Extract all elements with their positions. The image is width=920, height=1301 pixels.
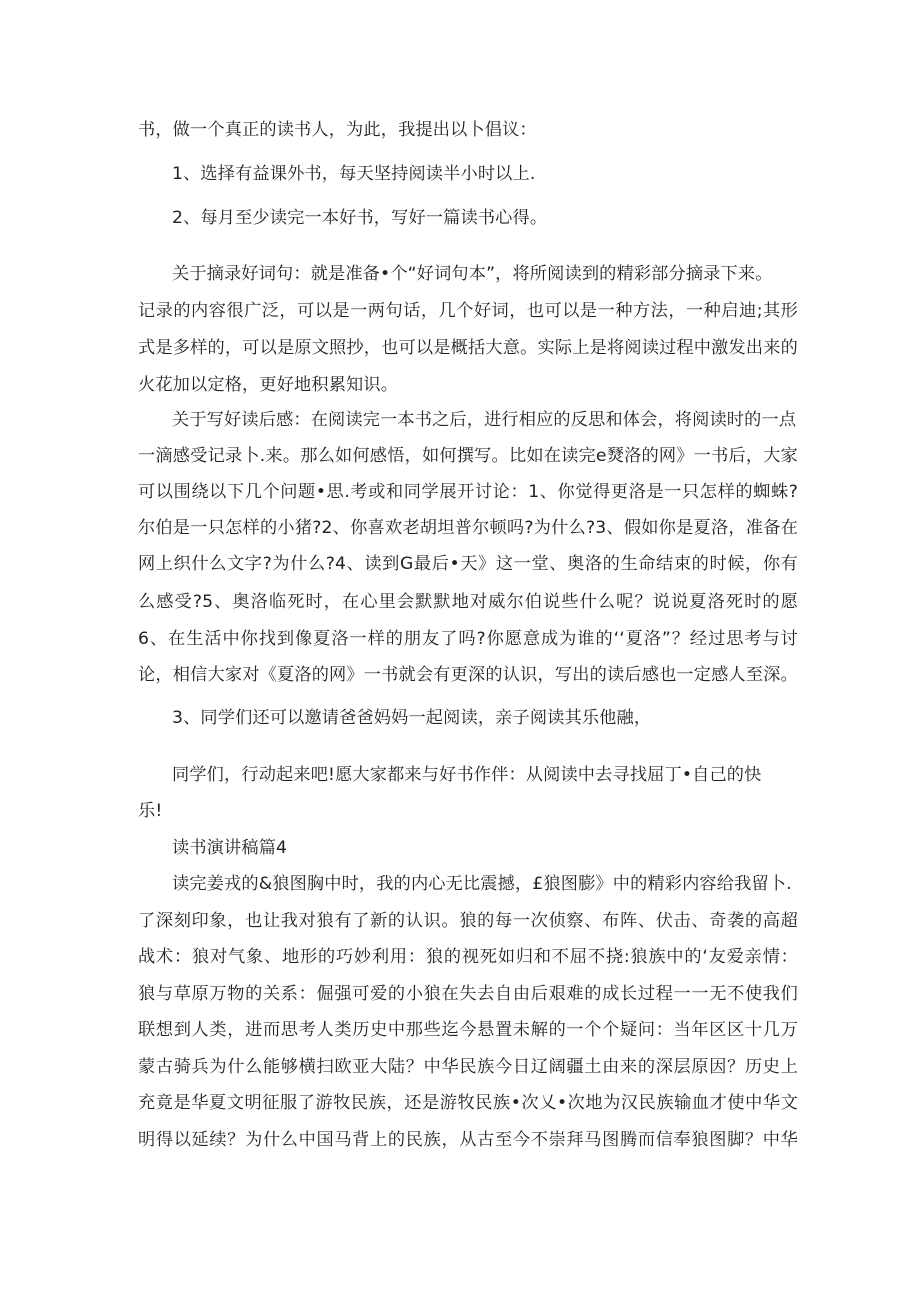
- proposal-item-3: 3、同学们还可以邀请爸爸妈妈一起阅读，亲子阅读其乐他融，: [172, 708, 652, 728]
- text-line-wolf-1: 读完姜戎的&狼图胸中时，我的内心无比震撼，£狼图膨》中的精彩内容给我留卜.: [172, 874, 792, 894]
- proposal-item-1: 1、选择有益课外书，每天坚持阅读半小时以上.: [172, 164, 536, 184]
- section-heading: 读书演讲稿篇4: [172, 838, 288, 858]
- text-line-excerpt-1: 关于摘录好词句：就是准备•个“好词句本”，将所阅读到的精彩部分摘录下来。: [172, 264, 773, 284]
- text-line-wolf-7: 充竟是华夏文明征服了游牧民族，还是游牧民族•次乂•次地为汉民族输血才使中华文: [138, 1093, 798, 1113]
- text-line-wolf-4: 狼与草原万物的关系：倔强可爱的小狼在失去自由后艰难的成长过程一一无不使我们: [138, 984, 798, 1004]
- text-line-review-6: 么感受?5、奥洛临死时，在心里会默默地对威尔伯说些什么呢？说说夏洛死时的愿: [138, 592, 798, 612]
- text-line-review-8: 论，相信大家对《夏洛的网》一书就会有更深的认识，写出的读后感也一定感人至深。: [138, 665, 798, 685]
- text-line-review-5: 网上织什么文字?为什么?4、读到G最后•天》这一堂、奥洛的生命结束的时候，你有: [138, 554, 798, 574]
- text-line-wolf-3: 战术：狼对气象、地形的巧妙利用：狼的视死如归和不屈不挠:狼族中的‘友爱亲情：: [138, 947, 798, 967]
- proposal-item-2: 2、每月至少读完一本好书，写好一篇读书心得。: [172, 208, 548, 228]
- text-line-wolf-2: 了深刻印象，也让我对狼有了新的认识。狼的每一次侦察、布阵、伏击、奇袭的高超: [138, 911, 798, 931]
- text-line-review-4: 尔伯是一只怎样的小猪?2、你喜欢老胡坦普尔顿吗?为什么?3、假如你是夏洛，准备在: [138, 518, 798, 538]
- text-line-wolf-6: 蒙古骑兵为什么能够横扫欧亚大陆？中华民族今日辽阔疆土由来的深层原因？历史上: [138, 1057, 798, 1077]
- text-line-excerpt-2: 记录的内容很广泛，可以是一两句话，几个好词，也可以是一种方法，一种启迪;其形: [138, 301, 798, 321]
- text-line-1: 书，做一个真正的读书人，为此，我提出以卜倡议：: [138, 120, 537, 140]
- text-line-review-2: 一滴感受记录卜.来。那么如何感悟，如何撰写。比如在读完e燹洛的网》一书后，大家: [138, 446, 798, 466]
- text-line-closing-1: 同学们，行动起来吧!愿大家都来与好书作伴：从阅读中去寻找屈丁•自己的快: [172, 765, 762, 785]
- text-line-closing-2: 乐!: [138, 801, 163, 821]
- text-line-excerpt-4: 火花加以定格，更好地积累知识。: [138, 375, 399, 395]
- text-line-wolf-5: 联想到人类，进而思考人类历史中那些迄今悬置未解的一个个疑问：当年区区十几万: [138, 1020, 798, 1040]
- text-line-wolf-8: 明得以延续？为什么中国马背上的民族，从古至今不崇拜马图腾而信奉狼图脚？中华: [138, 1130, 798, 1150]
- text-line-review-3: 可以围绕以下几个问题•思.考或和同学展开讨论：1、你觉得更洛是一只怎样的蜘蛛?: [138, 482, 798, 502]
- text-line-review-1: 关于写好读后感：在阅读完一本书之后，进行相应的反思和体会，将阅读时的一点: [172, 410, 797, 430]
- text-line-review-7: 6、在生活中你找到像夏洛一样的朋友了吗?你愿意成为谁的‘‘夏洛”？经过思考与讨: [138, 629, 798, 649]
- text-line-excerpt-3: 式是多样的，可以是原文照抄，也可以是概括大意。实际上是将阅读过程中激发出来的: [138, 338, 798, 358]
